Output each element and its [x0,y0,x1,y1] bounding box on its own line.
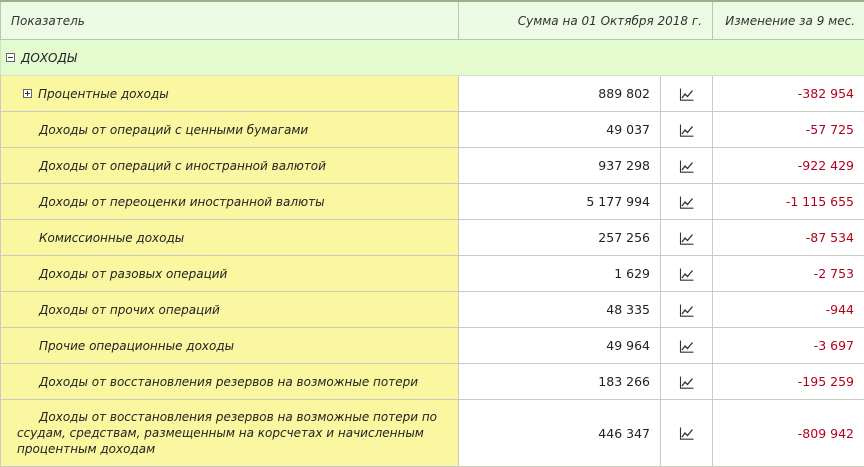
sum-value: 49 964 [459,328,661,364]
table-row [1,112,864,148]
row-label: Доходы от восстановления резервов на возможные потери [1,364,459,400]
chart-cell[interactable] [661,112,713,148]
change-value: -922 429 [713,148,864,184]
sum-value: 183 266 [459,364,661,400]
chart-cell[interactable] [661,256,713,292]
column-header-change[interactable]: Изменение за 9 мес. [713,1,864,40]
row-label-line: процентным доходам [17,441,448,457]
chart-cell[interactable] [661,184,713,220]
row-label: Доходы от операций с иностранной валютой [1,148,459,184]
row-label-cell [1,400,459,467]
change-value: -2 753 [713,256,864,292]
table-header-row [1,1,864,40]
chart-cell[interactable] [661,148,713,184]
change-value: -809 942 [713,400,864,467]
line-chart-icon[interactable] [679,268,694,281]
table-row [1,328,864,364]
collapse-icon[interactable] [6,53,15,62]
row-label: Доходы от прочих операций [1,292,459,328]
chart-cell[interactable] [661,400,713,467]
chart-cell[interactable] [661,292,713,328]
change-value: -195 259 [713,364,864,400]
row-label: Доходы от разовых операций [1,256,459,292]
row-label-line: Доходы от восстановления резервов на возможные потери по [17,409,448,425]
row-label: Комиссионные доходы [1,220,459,256]
row-label: Доходы от операций с ценными бумагами [1,112,459,148]
change-value: -57 725 [713,112,864,148]
table-row [1,364,864,400]
line-chart-icon[interactable] [679,427,694,440]
sum-value: 446 347 [459,400,661,467]
table-row [1,148,864,184]
change-value: -944 [713,292,864,328]
change-value: -382 954 [713,76,864,112]
sum-value: 5 177 994 [459,184,661,220]
sum-value: 889 802 [459,76,661,112]
table-row [1,292,864,328]
column-header-sum[interactable]: Сумма на 01 Октября 2018 г. [459,1,713,40]
column-header-indicator[interactable]: Показатель [1,1,459,40]
line-chart-icon[interactable] [679,124,694,137]
chart-cell[interactable] [661,220,713,256]
table-row [1,184,864,220]
line-chart-icon[interactable] [679,232,694,245]
row-label-cell [1,76,459,112]
line-chart-icon[interactable] [679,196,694,209]
change-value: -87 534 [713,220,864,256]
section-cell[interactable] [1,40,864,76]
row-label: Прочие операционные доходы [1,328,459,364]
table-row [1,76,864,112]
chart-cell[interactable] [661,364,713,400]
sum-value: 1 629 [459,256,661,292]
expand-icon[interactable] [23,89,32,98]
change-value: -1 115 655 [713,184,864,220]
line-chart-icon[interactable] [679,340,694,353]
sum-value: 48 335 [459,292,661,328]
row-label: Доходы от переоценки иностранной валюты [1,184,459,220]
table-row [1,400,864,467]
chart-cell[interactable] [661,328,713,364]
line-chart-icon[interactable] [679,160,694,173]
line-chart-icon[interactable] [679,376,694,389]
section-label: ДОХОДЫ [21,51,77,65]
sum-value: 257 256 [459,220,661,256]
line-chart-icon[interactable] [679,304,694,317]
table-row [1,220,864,256]
section-row-income[interactable] [1,40,864,76]
sum-value: 49 037 [459,112,661,148]
row-label: Процентные доходы [38,87,169,101]
table-row [1,256,864,292]
line-chart-icon[interactable] [679,88,694,101]
change-value: -3 697 [713,328,864,364]
chart-cell[interactable] [661,76,713,112]
sum-value: 937 298 [459,148,661,184]
row-label-line: ссудам, средствам, размещенным на корсчетах и начисленным [17,425,448,441]
